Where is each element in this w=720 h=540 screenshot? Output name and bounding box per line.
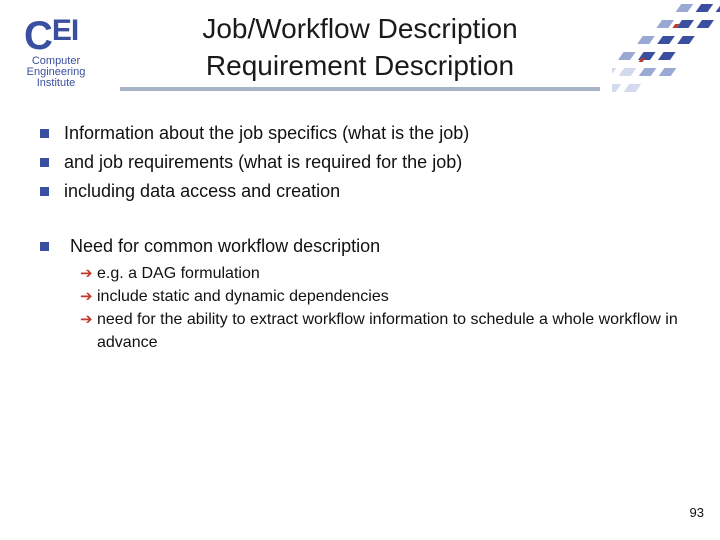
decorative-grid-pattern	[612, 0, 720, 96]
logo-letter-c: C	[24, 14, 52, 58]
bullet-text: Need for common workflow description	[70, 236, 381, 256]
logo-line-engineering: Engineering	[26, 66, 86, 78]
bullet-item-workflow	[40, 233, 380, 259]
cei-logo	[20, 10, 92, 96]
sub-bullet-text: e.g. a DAG formulation	[97, 265, 260, 282]
logo-line-institute: Institute	[36, 77, 76, 89]
arrow-bullet-icon: ➔	[80, 265, 93, 282]
square-bullet-icon	[40, 242, 49, 251]
bullet-text: including data access and creation	[64, 181, 341, 201]
sub-bullet-text: need for the ability to extract workflow information to schedule a whole workflow in advance	[97, 311, 678, 351]
logo-letters	[24, 16, 78, 56]
bullet-item	[40, 177, 469, 206]
bullet-text: Information about the job specifics (what is the job)	[64, 123, 470, 143]
sub-bullet-item	[80, 285, 680, 308]
sub-bullet-text: include static and dynamic dependencies	[97, 288, 389, 305]
bullet-item	[40, 119, 469, 148]
slide-title-line-2: Requirement Description	[205, 50, 515, 81]
page-number: 93	[689, 505, 704, 520]
bullet-text: and job requirements (what is required for the job)	[64, 152, 463, 172]
arrow-bullet-icon: ➔	[80, 311, 93, 328]
logo-line-computer: Computer	[31, 55, 81, 67]
square-bullet-icon	[40, 187, 49, 196]
logo-subtitle	[20, 56, 92, 89]
logo-letter-e: E	[51, 14, 71, 47]
arrow-bullet-icon: ➔	[80, 288, 93, 305]
sub-bullet-list	[80, 262, 680, 354]
sub-bullet-item	[80, 262, 680, 285]
title-underline	[120, 87, 600, 91]
slide-title	[110, 10, 610, 84]
bullet-list	[40, 119, 469, 206]
sub-bullet-item	[80, 308, 680, 354]
logo-letter-i: I	[70, 14, 79, 47]
square-bullet-icon	[40, 129, 49, 138]
square-bullet-icon	[40, 158, 49, 167]
slide-title-line-1: Job/Workflow Description	[202, 13, 518, 44]
bullet-item	[40, 148, 469, 177]
